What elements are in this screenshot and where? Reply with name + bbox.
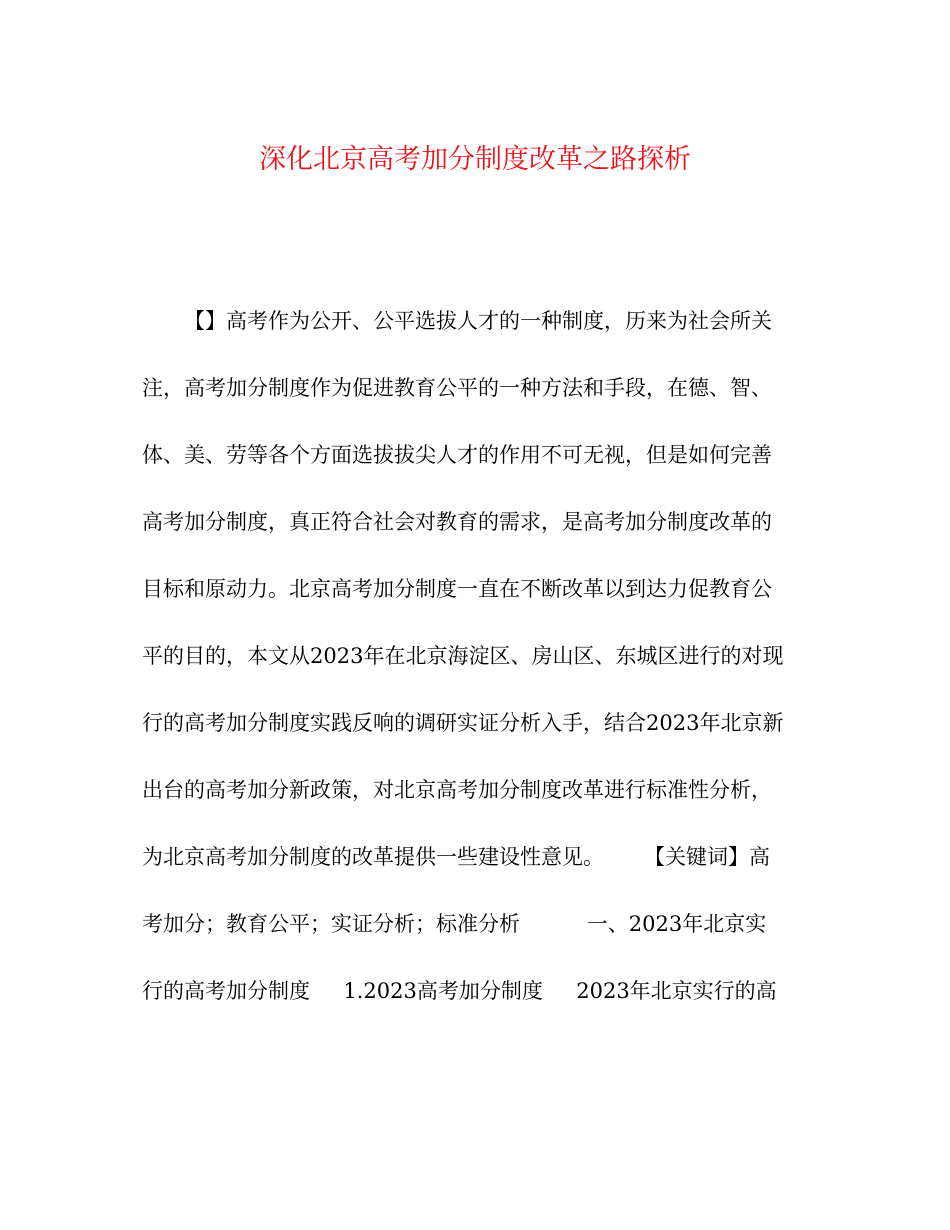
document-title: 深化北京高考加分制度改革之路探析 xyxy=(259,144,691,175)
body-line: 为北京高考加分制度的改革提供一些建设性意见。 【关键词】高 xyxy=(142,845,771,869)
body-line: 行的高考加分制度实践反响的调研实证分析入手，结合2023年北京新 xyxy=(142,711,784,735)
body-line: 注，高考加分制度作为促进教育公平的一种方法和手段，在德、智、 xyxy=(142,376,772,400)
body-line: 出台的高考加分新政策，对北京高考加分制度改革进行标准性分析， xyxy=(142,778,772,802)
body-line: 体、美、劳等各个方面选拔拔尖人才的作用不可无视，但是如何完善 xyxy=(142,443,772,467)
body-line: 目标和原动力。北京高考加分制度一直在不断改革以到达力促教育公 xyxy=(142,577,772,601)
body-line: 考加分；教育公平；实证分析；标准分析 一、2023年北京实 xyxy=(142,912,767,936)
body-line: 平的目的，本文从2023年在北京海淀区、房山区、东城区进行的对现 xyxy=(142,644,784,668)
body-line: 【】高考作为公开、公平选拔人才的一种制度，历来为社会所关 xyxy=(184,309,772,333)
body-line: 高考加分制度，真正符合社会对教育的需求，是高考加分制度改革的 xyxy=(142,510,772,534)
body-line: 行的高考加分制度 1.2023高考加分制度 2023年北京实行的高 xyxy=(142,979,777,1003)
